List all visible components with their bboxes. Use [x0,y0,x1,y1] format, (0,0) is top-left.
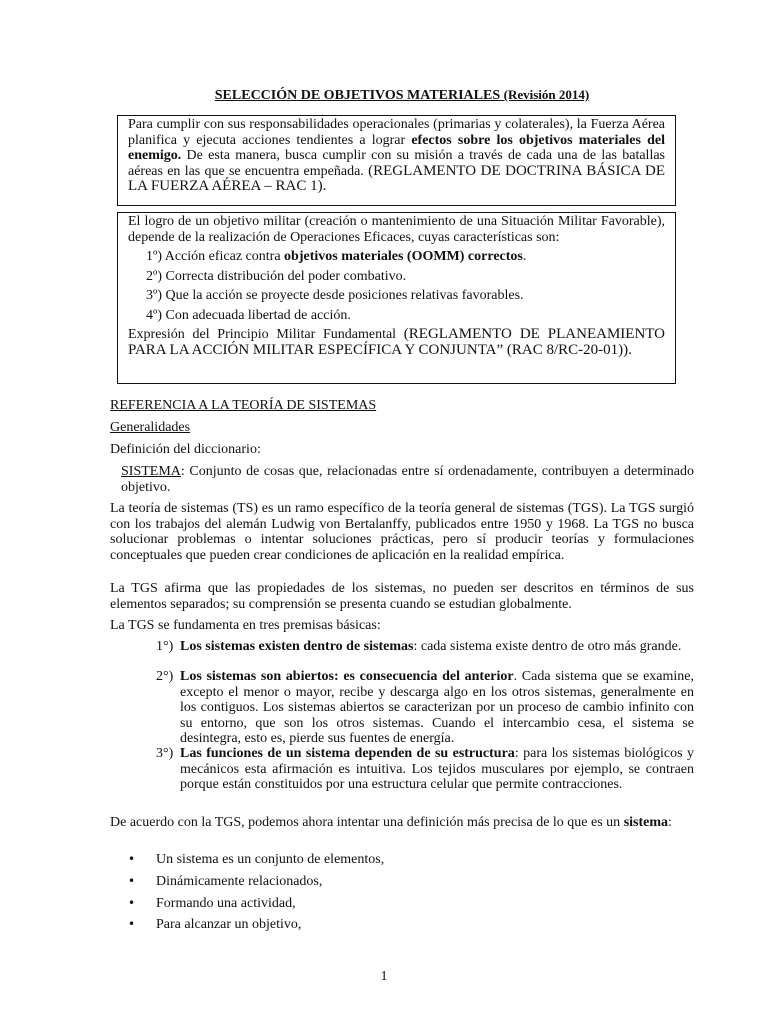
list-item-text: Formando una actividad, [156,896,296,911]
premise-number: 1°) [156,639,174,654]
doctrine-reference: (REGLAMENTO DE DOCTRINA BÁSICA DE LA FUERZA AÉREA – RAC 1). [128,162,665,194]
paragraph-ts: La teoría de sistemas (TS) es un ramo específico de la teoría general de sistemas (TGS). La TGS surgió con los trabajos del alemán Ludwig von Bertalanffy, publicados entre 1950 y 1968. La TGS no busca solucionar problemas o intentar soluciones prácticas, pero sí producir teorías y formulaciones conceptuales que pueden crear condiciones de aplicación en la realidad empírica. [110,501,694,563]
definition-text: De acuerdo con la TGS, podemos ahora intentar una definición más precisa de lo que es un [110,815,624,830]
sistema-term: SISTEMA [121,464,181,479]
doctrine-text-bold: efectos sobre los objetivos materiales del enemigo. [128,132,666,163]
sistema-definition [121,464,694,495]
premise-item [156,669,694,747]
operations-reference [128,327,665,358]
premise-text [180,639,694,655]
bullet-icon: • [128,874,136,888]
item1-bold: objetivos materiales (OOMM) correctos [284,249,523,264]
premise-number: 2°) [156,669,174,684]
subheading: Generalidades [110,420,191,435]
tail-text: Expresión del Principio Militar Fundamental [128,327,404,342]
premise-item [156,639,694,655]
list-item [128,896,688,912]
premise-bold: Las funciones de un sistema dependen de su estructura [180,746,515,761]
item1-suffix: . [522,249,527,264]
definition-label: Definición del diccionario: [110,442,261,457]
operations-item-1 [146,249,665,265]
premise-body: . Cada sistema que se examine, excepto el menor o mayor, recibe y descarga algo en los otros sistemas, generalmente en los contiguos. Los sistemas abiertos se caracterizan por un proceso de cambio infinito con su entorno, que son los otros sistemas. Cuando el intercambio cesa, el sistema se desintegra, esto es, pierde sus fuentes de energía. [180,669,695,746]
section-heading: REFERENCIA A LA TEORÍA DE SISTEMAS [110,398,377,413]
list-item-text: Para alcanzar un objetivo, [156,917,302,932]
premise-text [180,746,694,793]
premise-bold: Los sistemas existen dentro de sistemas [180,639,414,654]
doctrine-text-part1: Para cumplir con sus responsabilidades operacionales (primarias y colaterales), la Fuerza Aérea planifica y ejecuta acciones tendientes a lograr [128,117,665,148]
bullet-icon: • [128,852,136,866]
premise-number: 3°) [156,746,174,761]
document-title [110,87,694,104]
list-item [128,917,688,933]
item1-prefix: 1º) Acción eficaz contra [146,249,285,264]
operations-item-3: 3º) Que la acción se proyecte desde posiciones relativas favorables. [146,288,524,303]
page-number: 1 [380,969,388,984]
premise-body: : cada sistema existe dentro de otro más grande. [413,639,682,654]
list-item [128,852,688,868]
operations-quote-box [117,212,676,384]
tail-reference: (REGLAMENTO DE PLANEAMIENTO PARA LA ACCIÓN MILITAR ESPECÍFICA Y CONJUNTA” (RAC 8/RC-20-01)). [128,326,665,358]
premise-item [156,746,694,793]
definition-colon: : [668,815,672,830]
paragraph-definition [110,815,694,831]
doctrine-text-part2: De esta manera, busca cumplir con su misión a través de cada una de las batallas aéreas en las que se encuentra empeñada. [128,148,665,179]
operations-item-4: 4º) Con adecuada libertad de acción. [146,307,351,323]
sistema-def-text: : Conjunto de cosas que, relacionadas entre sí ordenadamente, contribuyen a determinado objetivo. [121,464,694,495]
title-main: SELECCIÓN DE OBJETIVOS MATERIALES [214,88,501,103]
paragraph-properties: La TGS afirma que las propiedades de los sistemas, no pueden ser descritos en términos de sus elementos separados; su comprensión se presenta cuando se estudian globalmente. [110,581,694,612]
paragraph-premises-intro: La TGS se fundamenta en tres premisas básicas: [110,618,381,633]
premise-text [180,669,694,747]
list-item-text: Dinámicamente relacionados, [156,874,323,889]
doctrine-quote-text [128,117,665,195]
operations-item-2: 2º) Correcta distribución del poder combativo. [146,268,407,284]
list-item-text: Un sistema es un conjunto de elementos, [156,852,385,867]
doctrine-quote-box [117,115,676,206]
list-item [128,874,688,890]
premise-bold: Los sistemas son abiertos: es consecuencia del anterior [180,669,514,684]
operations-intro: El logro de un objetivo militar (creación o mantenimiento de una Situación Militar Favorable), depende de la realización de Operaciones Eficaces, cuyas características son: [128,214,665,245]
premise-body: : para los sistemas biológicos y mecánicos esta afirmación es intuitiva. Los tejidos musculares por ejemplo, se contraen porque están constituidos por una estructura celular que permite contracciones. [180,746,694,792]
title-revision: (Revisión 2014) [503,87,590,102]
bullet-icon: • [128,917,136,931]
bullet-icon: • [128,896,136,910]
definition-bold-term: sistema [623,815,669,830]
